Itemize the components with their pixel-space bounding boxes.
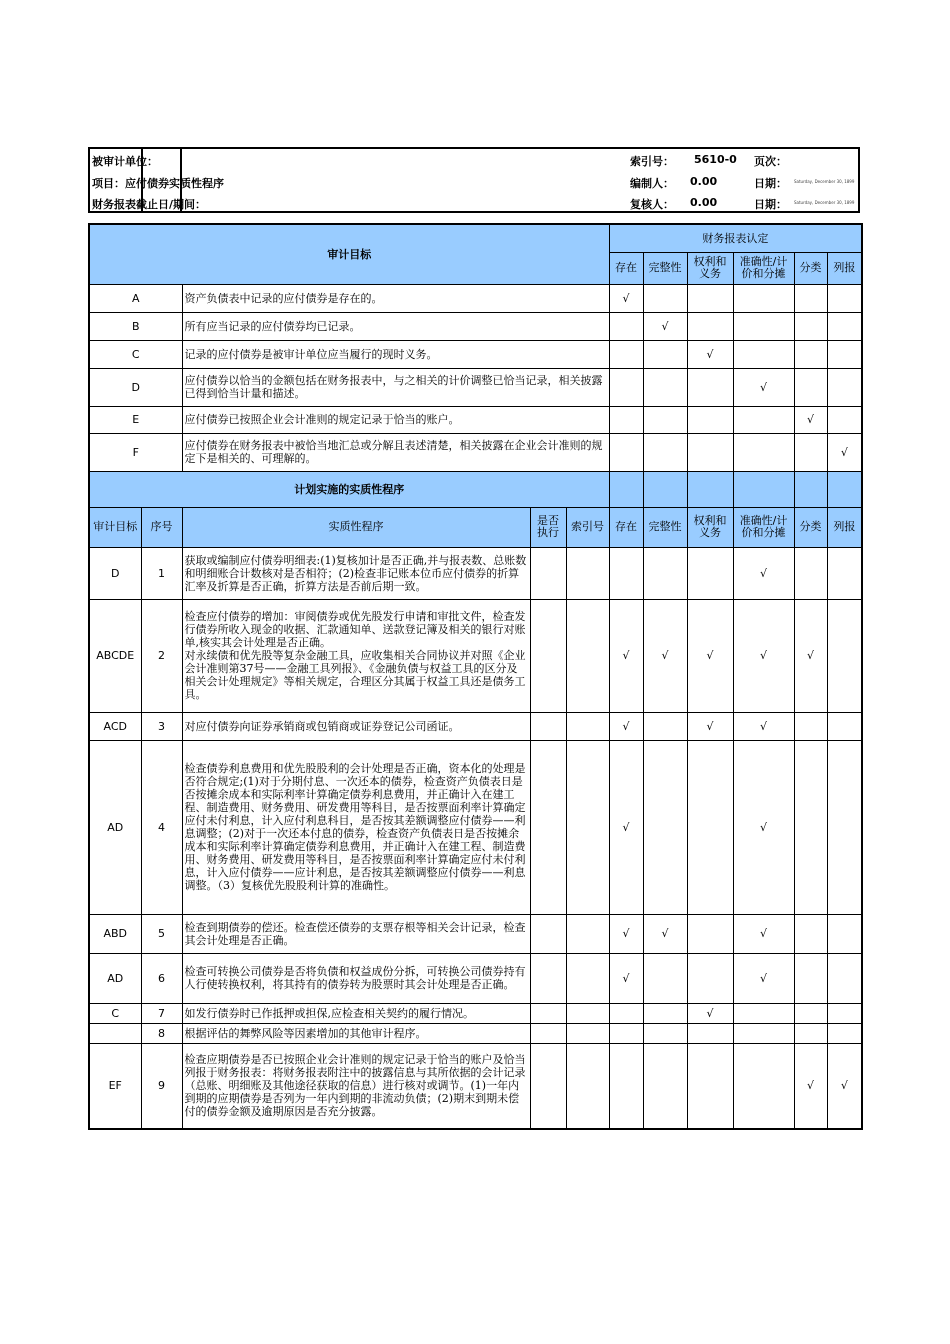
procedure-goal: C — [89, 1003, 141, 1023]
project-label: 项目：应付债券实质性程序 — [92, 177, 224, 190]
assertion-check — [643, 284, 687, 312]
assertion-check — [794, 368, 827, 406]
assertion-header: 准确性/计价和分摊 — [733, 252, 794, 284]
assertion-check — [643, 433, 687, 471]
procedure-column-header: 存在 — [609, 507, 643, 547]
executed-cell[interactable] — [530, 953, 566, 1003]
index-cell[interactable] — [566, 953, 609, 1003]
executed-cell[interactable] — [530, 1003, 566, 1023]
objective-code: A — [89, 284, 182, 312]
objective-row — [89, 312, 862, 340]
assertion-check — [794, 312, 827, 340]
procedure-number: 3 — [141, 712, 182, 740]
objective-text: 所有应当记录的应付债券均已记录。 — [182, 312, 609, 340]
assertion-check — [609, 547, 643, 599]
assertion-check: √ — [609, 284, 643, 312]
assertion-check: √ — [733, 953, 794, 1003]
procedure-text: 检查可转换公司债券是否将负债和权益成份分拆，可转换公司债券持有人行使转换权利，将其持有的债券转为股票时其会计处理是否正确。 — [182, 953, 530, 1003]
objective-row — [89, 433, 862, 471]
assertion-group-title: 财务报表认定 — [609, 224, 862, 252]
reviewer-value: 0.00 — [690, 196, 718, 209]
procedure-goal: EF — [89, 1043, 141, 1129]
procedure-row — [89, 1003, 862, 1023]
date-label: 日期： — [754, 177, 787, 190]
assertion-check — [609, 312, 643, 340]
procedure-number: 1 — [141, 547, 182, 599]
assertion-check: √ — [687, 1003, 733, 1023]
executed-cell[interactable] — [530, 1043, 566, 1129]
assertion-check: √ — [609, 953, 643, 1003]
procedure-column-header: 分类 — [794, 507, 827, 547]
assertion-check — [733, 1003, 794, 1023]
assertion-header: 权利和义务 — [687, 252, 733, 284]
procedure-text: 检查应付债券的增加：审阅债券或优先股发行申请和审批文件，检查发行债券所收入现金的收据、汇款通知单、送款登记簿及相关的银行对账单,核实其会计处理是否正确。 对永续债和优先股等复杂金融工具，应收集相关合同协议并对照《企业会计准则第37号——金融工具列报》、《金融负债与权益工具的区分及相关会计处理规定》等相关规定，合理区分其属于权益工具还是债务工具。 — [182, 599, 530, 712]
procedure-row — [89, 953, 862, 1003]
assertion-check — [643, 406, 687, 433]
procedure-row — [89, 547, 862, 599]
assertion-check: √ — [643, 914, 687, 953]
procedure-text: 检查到期债券的偿还。检查偿还债券的支票存根等相关会计记录，检查其会计处理是否正确。 — [182, 914, 530, 953]
assertion-check — [609, 368, 643, 406]
assertion-check: √ — [827, 433, 862, 471]
assertion-check: √ — [609, 599, 643, 712]
procedure-row — [89, 740, 862, 914]
objective-text: 资产负债表中记录的应付债券是存在的。 — [182, 284, 609, 312]
procedure-goal: ABD — [89, 914, 141, 953]
assertion-check — [794, 547, 827, 599]
index-cell[interactable] — [566, 1023, 609, 1043]
assertion-check — [643, 340, 687, 368]
executed-cell[interactable] — [530, 712, 566, 740]
procedure-text: 如发行债券时已作抵押或担保,应检查相关契约的履行情况。 — [182, 1003, 530, 1023]
assertion-check — [794, 1003, 827, 1023]
objective-code: F — [89, 433, 182, 471]
procedure-number: 7 — [141, 1003, 182, 1023]
assertion-check: √ — [733, 712, 794, 740]
assertion-check — [643, 712, 687, 740]
assertion-check — [733, 1023, 794, 1043]
procedure-row — [89, 599, 862, 712]
procedure-number: 2 — [141, 599, 182, 712]
assertion-check — [794, 740, 827, 914]
assertion-check — [794, 340, 827, 368]
objective-row — [89, 368, 862, 406]
assertion-check — [733, 433, 794, 471]
assertion-check — [643, 740, 687, 914]
assertion-check: √ — [687, 599, 733, 712]
assertion-check — [609, 1003, 643, 1023]
executed-cell[interactable] — [530, 740, 566, 914]
assertion-check: √ — [794, 599, 827, 712]
assertion-check — [827, 406, 862, 433]
procedure-text: 获取或编制应付债券明细表:(1)复核加计是否正确,并与报表数、总账数和明细账合计数核对是否相符；(2)检查非记账本位币应付债券的折算汇率及折算是否正确，折算方法是否前后期一致。 — [182, 547, 530, 599]
date-value: Saturday, December 30, 1899 — [794, 179, 855, 184]
assertion-check — [733, 312, 794, 340]
objective-code: B — [89, 312, 182, 340]
assertion-check: √ — [609, 914, 643, 953]
assertion-check — [827, 712, 862, 740]
assertion-check — [687, 433, 733, 471]
assertion-check — [733, 406, 794, 433]
assertion-check — [687, 368, 733, 406]
executed-cell[interactable] — [530, 599, 566, 712]
assertion-check: √ — [643, 599, 687, 712]
assertion-check — [643, 1023, 687, 1043]
assertion-check — [687, 406, 733, 433]
procedure-goal: ABCDE — [89, 599, 141, 712]
reviewer-label: 复核人： — [630, 198, 674, 211]
assertion-check: √ — [733, 547, 794, 599]
assertion-check: √ — [733, 368, 794, 406]
assertion-check — [609, 1023, 643, 1043]
procedure-row — [89, 1023, 862, 1043]
assertion-check — [794, 1023, 827, 1043]
assertion-check — [827, 368, 862, 406]
assertion-check: √ — [687, 712, 733, 740]
assertion-check — [643, 1043, 687, 1129]
procedure-goal: AD — [89, 953, 141, 1003]
procedure-column-header: 权利和义务 — [687, 507, 733, 547]
procedure-goal: D — [89, 547, 141, 599]
assertion-check — [827, 953, 862, 1003]
objective-text: 记录的应付债券是被审计单位应当履行的现时义务。 — [182, 340, 609, 368]
executed-cell[interactable] — [530, 1023, 566, 1043]
assertion-check — [643, 547, 687, 599]
assertion-header: 完整性 — [643, 252, 687, 284]
procedure-goal: AD — [89, 740, 141, 914]
index-cell[interactable] — [566, 547, 609, 599]
auditee-label: 被审计单位： — [92, 155, 158, 168]
procedure-number: 5 — [141, 914, 182, 953]
assertion-check — [609, 340, 643, 368]
assertion-check — [687, 740, 733, 914]
index-cell[interactable] — [566, 914, 609, 953]
assertion-header: 存在 — [609, 252, 643, 284]
audit-table — [88, 223, 863, 1130]
objective-text: 应付债券已按照企业会计准则的规定记录于恰当的账户。 — [182, 406, 609, 433]
assertion-check: √ — [794, 1043, 827, 1129]
assertion-check: √ — [687, 340, 733, 368]
assertion-check — [687, 1023, 733, 1043]
objective-row — [89, 340, 862, 368]
objective-code: E — [89, 406, 182, 433]
procedure-row — [89, 914, 862, 953]
procedure-goal: ACD — [89, 712, 141, 740]
assertion-check — [827, 740, 862, 914]
procedure-column-header: 索引号 — [566, 507, 609, 547]
assertion-check: √ — [827, 1043, 862, 1129]
page-label: 页次： — [754, 155, 787, 168]
assertion-check — [687, 312, 733, 340]
executed-cell[interactable] — [530, 547, 566, 599]
procedure-column-header: 准确性/计价和分摊 — [733, 507, 794, 547]
procedure-row — [89, 1043, 862, 1129]
assertion-check: √ — [733, 914, 794, 953]
objective-code: C — [89, 340, 182, 368]
procedure-row — [89, 712, 862, 740]
assertion-check — [609, 1043, 643, 1129]
assertion-check — [827, 284, 862, 312]
assertion-check — [794, 284, 827, 312]
assertion-check — [733, 284, 794, 312]
assertion-check — [794, 712, 827, 740]
procedures-title: 计划实施的实质性程序 — [89, 471, 609, 507]
assertion-check — [827, 599, 862, 712]
date2-label: 日期： — [754, 198, 787, 211]
procedure-column-header: 是否执行 — [530, 507, 566, 547]
procedure-number: 9 — [141, 1043, 182, 1129]
assertion-check — [643, 953, 687, 1003]
objective-row — [89, 406, 862, 433]
assertion-check — [687, 547, 733, 599]
assertion-check — [827, 312, 862, 340]
index-cell[interactable] — [566, 1043, 609, 1129]
procedure-column-header: 完整性 — [643, 507, 687, 547]
assertion-check: √ — [643, 312, 687, 340]
assertion-check — [687, 914, 733, 953]
index-label: 索引号： — [630, 155, 674, 168]
assertion-check — [643, 368, 687, 406]
period-label: 财务报表截止日/期间： — [92, 198, 207, 211]
assertion-check — [687, 1043, 733, 1129]
assertion-check — [609, 406, 643, 433]
assertion-check — [827, 1023, 862, 1043]
assertion-check — [687, 284, 733, 312]
procedure-text: 对应付债券向证券承销商或包销商或证券登记公司函证。 — [182, 712, 530, 740]
header-box — [88, 147, 860, 213]
objective-text: 应付债券在财务报表中被恰当地汇总或分解且表述清楚，相关披露在企业会计准则的规定下是相关的、可理解的。 — [182, 433, 609, 471]
index-cell[interactable] — [566, 1003, 609, 1023]
assertion-check — [794, 433, 827, 471]
assertion-header: 列报 — [827, 252, 862, 284]
assertion-check: √ — [794, 406, 827, 433]
assertion-check: √ — [609, 740, 643, 914]
assertion-check — [827, 547, 862, 599]
assertion-check — [794, 953, 827, 1003]
procedure-column-header: 列报 — [827, 507, 862, 547]
assertion-check — [794, 914, 827, 953]
procedure-number: 4 — [141, 740, 182, 914]
preparer-value: 0.00 — [690, 175, 718, 188]
assertion-check: √ — [733, 740, 794, 914]
procedure-text: 根据评估的舞弊风险等因素增加的其他审计程序。 — [182, 1023, 530, 1043]
index-cell[interactable] — [566, 712, 609, 740]
objective-text: 应付债券以恰当的金额包括在财务报表中，与之相关的计价调整已恰当记录，相关披露已得到恰当计量和描述。 — [182, 368, 609, 406]
procedure-text: 检查债券利息费用和优先股股利的会计处理是否正确，资本化的处理是否符合规定;(1)对于分期付息、一次还本的债券，检查资产负债表日是否按摊余成本和实际利率计算确定债券利息费用，并正确计入在建工程、制造费用、财务费用、研发费用等科目，是否按票面利率计算确定应付未付利息，计入应付利息科目，是否按其差额调整应付债券——利息调整；(2)对于一次还本付息的债券，检查资产负债表日是否按摊余成本和实际利率计算确定债券利息费用，并正确计入在建工程、制造费用、财务费用、研发费用等科目，是否按票面利率计算确定应付未付利息，计入应付债券——应计利息，是否按其差额调整应付债券——利息调整。（3）复核优先股股利计算的准确性。 — [182, 740, 530, 914]
procedure-number: 6 — [141, 953, 182, 1003]
assertion-header: 分类 — [794, 252, 827, 284]
assertion-check: √ — [609, 712, 643, 740]
procedure-text: 检查应期债券是否已按照企业会计准则的规定记录于恰当的账户及恰当列报于财务报表：将财务报表附注中的披露信息与其所依据的会计记录（总账、明细账及其他途径获取的信息）进行核对或调节。(1)一年内到期的应期债券是否列为一年内到期的非流动负债；(2)期末到期未偿付的债券金额及逾期原因是否充分披露。 — [182, 1043, 530, 1129]
index-value: 5610-0 — [694, 153, 737, 166]
assertion-check — [733, 340, 794, 368]
procedure-goal — [89, 1023, 141, 1043]
procedure-column-header: 实质性程序 — [182, 507, 530, 547]
assertion-check — [733, 1043, 794, 1129]
assertion-check: √ — [733, 599, 794, 712]
procedure-number: 8 — [141, 1023, 182, 1043]
objective-code: D — [89, 368, 182, 406]
date2-value: Saturday, December 30, 1899 — [794, 200, 855, 205]
procedure-column-header: 序号 — [141, 507, 182, 547]
assertion-check — [643, 1003, 687, 1023]
assertion-check — [827, 340, 862, 368]
objectives-title: 审计目标 — [89, 224, 609, 284]
assertion-check — [827, 914, 862, 953]
index-cell[interactable] — [566, 599, 609, 712]
executed-cell[interactable] — [530, 914, 566, 953]
procedure-column-header: 审计目标 — [89, 507, 141, 547]
objective-row — [89, 284, 862, 312]
index-cell[interactable] — [566, 740, 609, 914]
assertion-check — [827, 1003, 862, 1023]
assertion-check — [687, 953, 733, 1003]
preparer-label: 编制人： — [630, 177, 674, 190]
assertion-check — [609, 433, 643, 471]
